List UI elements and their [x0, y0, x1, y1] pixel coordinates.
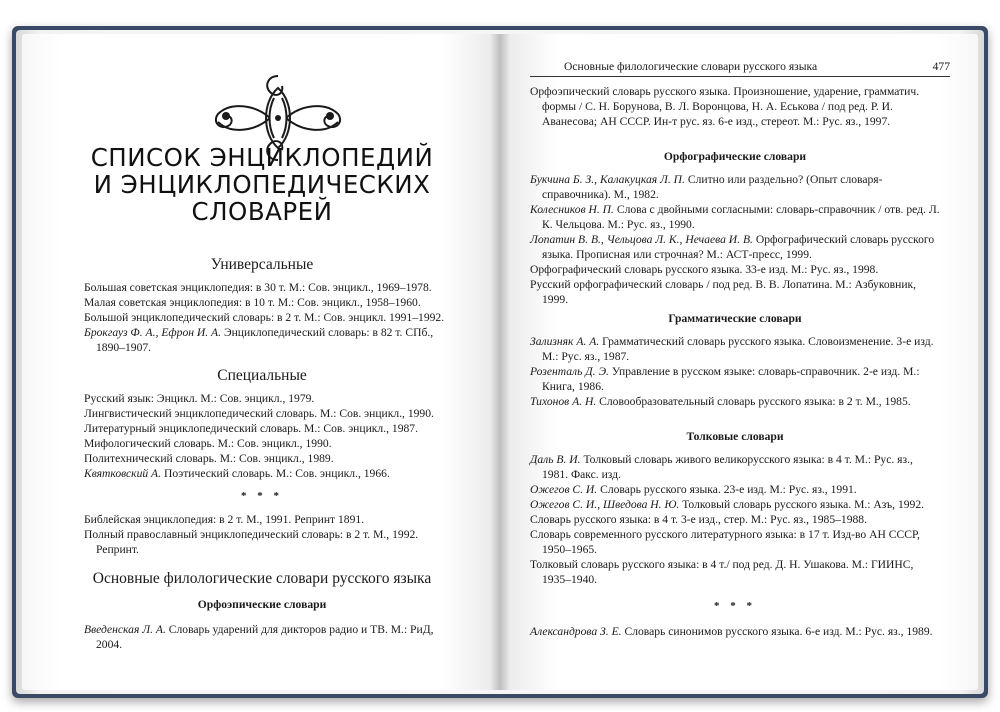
list-item: Библейская энциклопедия: в 2 т. М., 1991. Репринт 1891.	[84, 513, 365, 526]
orthoepic-list	[84, 622, 458, 652]
list-item: Зализняк А. А. Грамматический словарь русского языка. Словоизменение. 3-е изд. М.: Рус. яз., 1987.	[530, 335, 934, 363]
page-number: 477	[932, 60, 950, 73]
subheading-explanatory: Толковые словари	[686, 430, 784, 443]
subheading-orthographic: Орфографические словари	[663, 150, 807, 163]
list-item: Малая советская энциклопедия: в 10 т. М.: Сов. энцикл., 1958–1960.	[84, 296, 421, 309]
list-item: Полный православный энциклопедический словарь: в 2 т. М., 1992. Репринт.	[84, 528, 419, 556]
section-divider: * * *	[241, 490, 283, 502]
list-item: Брокгауз Ф. А., Ефрон И. А. Энциклопедический словарь: в 82 т. СПб., 1890–1907.	[84, 326, 434, 354]
left-page	[22, 34, 500, 690]
list-item: Мифологический словарь. М.: Сов. энцикл., 1990.	[84, 437, 332, 450]
subheading-orthoepic: Орфоэпические словари	[197, 598, 327, 611]
page-title	[82, 144, 442, 225]
section-heading-universal: Универсальные	[210, 256, 314, 273]
section-heading-special: Специальные	[217, 367, 307, 384]
list-item: Даль В. И. Толковый словарь живого великорусского языка: в 4 т. М.: Рус. яз., 1981. Факс. изд.	[530, 453, 913, 481]
list-item: Колесников Н. П. Слова с двойными согласными: словарь-справочник / отв. ред. Л. К. Чельцова. М.: Рус. яз., 1990.	[530, 203, 940, 231]
running-header	[530, 60, 950, 77]
section-divider: * * *	[714, 600, 756, 612]
list-item: Квятковский А. Поэтический словарь. М.: Сов. энцикл., 1966.	[84, 467, 390, 480]
list-item: Лингвистический энциклопедический словарь. М.: Сов. энцикл., 1990.	[84, 407, 434, 420]
list-item: Ожегов С. И., Шведова Н. Ю. Толковый словарь русского языка. М.: Азъ, 1992.	[530, 498, 925, 511]
list-item: Толковый словарь русского языка: в 4 т./ под ред. Д. Н. Ушакова. М.: ГИИНС, 1935–1940.	[530, 558, 914, 586]
explanatory-list	[530, 452, 940, 587]
list-item: Введенская Л. А. Словарь ударений для дикторов радио и ТВ. М.: РиД, 2004.	[84, 623, 434, 651]
list-item: Розенталь Д. Э. Управление в русском языке: словарь-справочник. 2-е изд. М.: Книга, 1986.	[530, 365, 920, 393]
section-heading-philological: Основные филологические словари русского языка	[92, 570, 432, 587]
title-line: СЛОВАРЕЙ	[191, 197, 333, 226]
subheading-grammatical: Грамматические словари	[668, 312, 802, 325]
list-item: Большая советская энциклопедия: в 30 т. М.: Сов. энцикл., 1969–1978.	[84, 281, 432, 294]
orthographic-list	[530, 172, 940, 307]
synonyms-list	[530, 624, 940, 639]
special-list	[84, 391, 458, 481]
title-line: И ЭНЦИКЛОПЕДИЧЕСКИХ	[93, 170, 431, 199]
universal-list	[84, 280, 458, 355]
list-item: Тихонов А. Н. Словообразовательный словарь русского языка: в 2 т. М., 1985.	[530, 395, 911, 408]
bible-list	[84, 512, 458, 557]
list-item: Орфоэпический словарь русского языка. Произношение, ударение, грамматич. формы / С. Н. Борунова, В. Л. Воронцова, Н. А. Еськова / под ред. Р. И. Аванесова; АН СССР. Ин-т рус. яз. 6-е изд., стереот. М.: Рус. яз., 1997.	[530, 85, 920, 128]
list-item: Словарь русского языка: в 4 т. 3-е изд., стер. М.: Рус. яз., 1985–1988.	[530, 513, 867, 526]
list-item: Политехнический словарь. М.: Сов. энцикл., 1989.	[84, 452, 334, 465]
orthoepic-cont-list	[530, 84, 940, 129]
list-item: Букчина Б. З., Калакуцкая Л. П. Слитно или раздельно? (Опыт словаря-справочника). М., 1982.	[530, 173, 883, 201]
list-item: Ожегов С. И. Словарь русского языка. 23-е изд. М.: Рус. яз., 1991.	[530, 483, 857, 496]
running-head-title: Основные филологические словари русского языка	[564, 60, 818, 73]
right-page	[500, 34, 978, 690]
book-spine	[490, 34, 510, 690]
list-item: Литературный энциклопедический словарь. М.: Сов. энцикл., 1987.	[84, 422, 418, 435]
list-item: Александрова З. Е. Словарь синонимов русского языка. 6-е изд. М.: Рус. яз., 1989.	[530, 625, 933, 638]
list-item: Лопатин В. В., Чельцова Л. К., Нечаева И. В. Орфографический словарь русского языка. Прописная или строчная? М.: АСТ-пресс, 1999.	[530, 233, 935, 261]
list-item: Орфографический словарь русского языка. 33-е изд. М.: Рус. яз., 1998.	[530, 263, 879, 276]
grammatical-list	[530, 334, 940, 409]
list-item: Большой энциклопедический словарь: в 2 т. М.: Сов. энцикл. 1991–1992.	[84, 311, 445, 324]
title-line: СПИСОК ЭНЦИКЛОПЕДИЙ	[90, 143, 434, 172]
list-item: Словарь современного русского литературного языка: в 17 т. Изд-во АН СССР, 1950–1965.	[530, 528, 920, 556]
list-item: Русский язык: Энцикл. М.: Сов. энцикл., 1979.	[84, 392, 315, 405]
list-item: Русский орфографический словарь / под ред. В. В. Лопатина. М.: Азбуковник, 1999.	[530, 278, 917, 306]
